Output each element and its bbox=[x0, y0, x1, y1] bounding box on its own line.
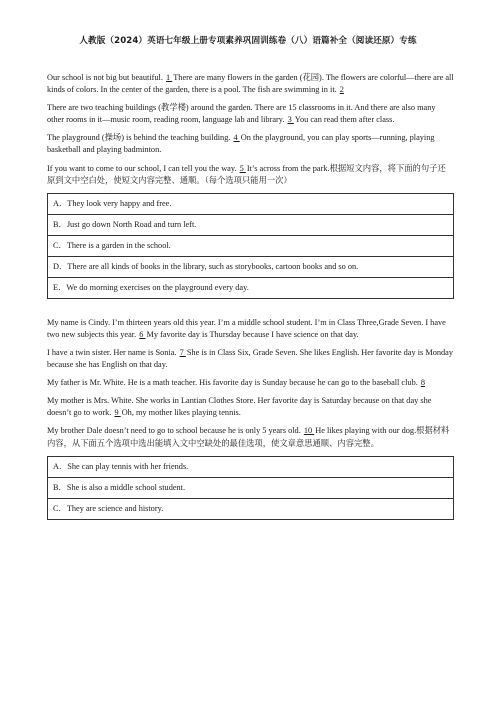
blank-5: 5 bbox=[239, 163, 246, 173]
blank-10: 10 bbox=[303, 426, 315, 436]
blank-9: 9 bbox=[114, 408, 121, 418]
passage1-paragraph-4: If you want to come to our school, I can tell you the way. 5 It’s across from the park.根据短文内容，将下面的句子还原到文中空白处，使短文内容完整、通顺。（每个选项只能用一次） bbox=[47, 163, 446, 185]
passage2-paragraph-1: My name is Cindy. I’m thirteen years old this year. I’m a middle school student. I’m in Class Three,Grade Seven. I have two new subjects this year. 6 My favorite day is Thursday because I have science on that day. bbox=[47, 317, 446, 339]
document-body bbox=[47, 72, 454, 529]
passage1-paragraph-2: There are two teaching buildings (教学楼) around the garden. There are 15 classrooms in it. And there are also many other rooms in it—music room, reading room, language lab and library. 3 You can read them after class. bbox=[47, 103, 436, 125]
document-title: 人教版（2024）英语七年级上册专项素养巩固训练卷（八）语篇补全（阅读还原）专练 bbox=[79, 36, 417, 46]
option-1-a: A．They look very happy and free. bbox=[48, 193, 454, 214]
option-1-b: B．Just go down North Road and turn left. bbox=[48, 214, 454, 235]
blank-6: 6 bbox=[139, 329, 146, 339]
option-2-b: B．She is also a middle school student. bbox=[48, 477, 454, 498]
option-1-c: C．There is a garden in the school. bbox=[48, 235, 454, 256]
option-2-a: A．She can play tennis with her friends. bbox=[48, 456, 454, 477]
option-2-c: C．They are science and history. bbox=[48, 498, 454, 519]
passage1-paragraph-1: Our school is not big but beautiful. 1 There are many flowers in the garden (花园). The flowers are colorful—there are all kinds of colors. In the center of the garden, there is a pool. The fish are swimming in it. 2 bbox=[47, 73, 454, 95]
passage2-paragraph-4: My mother is Mrs. White. She works in Lantian Clothes Store. Her favorite day is Saturday because on that day she doesn’t go to work. 9 Oh, my mother likes playing tennis. bbox=[47, 396, 432, 418]
blank-7: 7 bbox=[179, 347, 186, 357]
blank-4: 4 bbox=[233, 133, 240, 143]
passage2-paragraph-3: My father is Mr. White. He is a math teacher. His favorite day is Sunday because he can go to the baseball club. 8 bbox=[47, 378, 426, 388]
blank-1: 1 bbox=[166, 73, 173, 82]
blank-2: 2 bbox=[339, 85, 344, 95]
options-table-1 bbox=[47, 193, 454, 299]
option-1-e: E．We do morning exercises on the playground every day. bbox=[48, 277, 454, 298]
passage2-paragraph-2: I have a twin sister. Her name is Sonia. 7 She is in Class Six, Grade Seven. She likes English. Her favorite day is Monday because she has English on that day. bbox=[47, 347, 453, 370]
blank-8: 8 bbox=[420, 378, 426, 388]
blank-3: 3 bbox=[287, 115, 294, 125]
passage1-paragraph-3: The playground (操场) is behind the teaching building. 4 On the playground, you can play sports—running, playing basketball and playing badminton. bbox=[47, 133, 435, 155]
passage2-paragraph-5: My brother Dale doesn’t need to go to school because he is only 5 years old. 10 He likes playing with our dog.根据材料内容，从下面五个选项中选出能填入文中空缺处的最佳选项，使文章意思通顺、内容完整。 bbox=[47, 426, 450, 448]
instruction-2: 根据材料内容，从下面五个选项中选出能填入文中空缺处的最佳选项，使文章意思通顺、内容完整。 bbox=[47, 426, 450, 448]
instruction-1: 根据短文内容，将下面的句子还原到文中空白处，使短文内容完整、通顺。（每个选项只能用一次） bbox=[47, 163, 446, 185]
options-table-2 bbox=[47, 456, 454, 520]
option-1-d: D．There are all kinds of books in the library, such as storybooks, cartoon books and so on. bbox=[48, 256, 454, 277]
